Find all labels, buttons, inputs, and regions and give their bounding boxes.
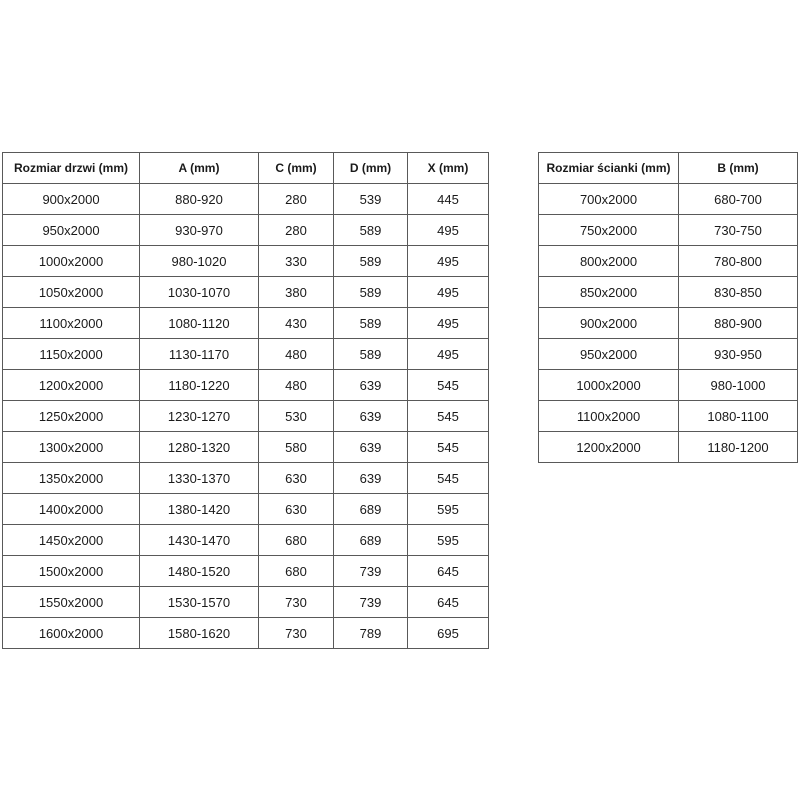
wall-table-header <box>539 153 798 184</box>
door-col-header-x: X (mm) <box>408 153 489 184</box>
door-d-value-cell: 739 <box>334 556 408 587</box>
table-row <box>3 618 489 649</box>
door-size-cell: 1250x2000 <box>3 401 140 432</box>
wall-b-value-cell: 830-850 <box>679 277 798 308</box>
wall-size-cell: 900x2000 <box>539 308 679 339</box>
door-size-cell: 900x2000 <box>3 184 140 215</box>
door-size-cell: 1300x2000 <box>3 432 140 463</box>
door-x-value-cell: 695 <box>408 618 489 649</box>
table-row <box>539 246 798 277</box>
table-row <box>539 370 798 401</box>
door-size-cell: 1600x2000 <box>3 618 140 649</box>
door-size-cell: 950x2000 <box>3 215 140 246</box>
wall-size-cell: 1000x2000 <box>539 370 679 401</box>
door-d-value-cell: 689 <box>334 525 408 556</box>
wall-b-value-cell: 730-750 <box>679 215 798 246</box>
table-row <box>539 184 798 215</box>
table-row <box>3 308 489 339</box>
door-a-value-cell: 1430-1470 <box>140 525 259 556</box>
table-row <box>539 432 798 463</box>
header-row <box>539 153 798 184</box>
door-d-value-cell: 589 <box>334 215 408 246</box>
table-row <box>3 401 489 432</box>
door-d-value-cell: 789 <box>334 618 408 649</box>
door-d-value-cell: 639 <box>334 463 408 494</box>
wall-size-cell: 750x2000 <box>539 215 679 246</box>
door-dimensions-table <box>2 152 489 649</box>
door-x-value-cell: 595 <box>408 525 489 556</box>
door-d-value-cell: 589 <box>334 277 408 308</box>
door-c-value-cell: 280 <box>259 184 334 215</box>
door-d-value-cell: 589 <box>334 308 408 339</box>
door-x-value-cell: 495 <box>408 215 489 246</box>
header-row <box>3 153 489 184</box>
door-c-value-cell: 480 <box>259 339 334 370</box>
door-d-value-cell: 639 <box>334 432 408 463</box>
door-c-value-cell: 680 <box>259 556 334 587</box>
door-size-cell: 1350x2000 <box>3 463 140 494</box>
door-size-cell: 1050x2000 <box>3 277 140 308</box>
door-x-value-cell: 545 <box>408 401 489 432</box>
wall-size-cell: 700x2000 <box>539 184 679 215</box>
door-c-value-cell: 280 <box>259 215 334 246</box>
door-c-value-cell: 430 <box>259 308 334 339</box>
door-a-value-cell: 1280-1320 <box>140 432 259 463</box>
door-x-value-cell: 545 <box>408 463 489 494</box>
door-a-value-cell: 1480-1520 <box>140 556 259 587</box>
door-c-value-cell: 480 <box>259 370 334 401</box>
door-size-cell: 1200x2000 <box>3 370 140 401</box>
door-a-value-cell: 980-1020 <box>140 246 259 277</box>
door-x-value-cell: 545 <box>408 432 489 463</box>
door-c-value-cell: 730 <box>259 618 334 649</box>
table-row <box>3 494 489 525</box>
door-x-value-cell: 495 <box>408 246 489 277</box>
door-c-value-cell: 630 <box>259 463 334 494</box>
wall-b-value-cell: 930-950 <box>679 339 798 370</box>
door-c-value-cell: 680 <box>259 525 334 556</box>
wall-size-cell: 1100x2000 <box>539 401 679 432</box>
wall-dimensions-table <box>538 152 798 463</box>
table-row <box>3 525 489 556</box>
wall-size-cell: 1200x2000 <box>539 432 679 463</box>
door-table-body <box>3 184 489 649</box>
door-d-value-cell: 689 <box>334 494 408 525</box>
wall-table-body <box>539 184 798 463</box>
table-row <box>539 308 798 339</box>
table-row <box>3 215 489 246</box>
table-row <box>539 339 798 370</box>
door-x-value-cell: 645 <box>408 587 489 618</box>
table-row <box>3 246 489 277</box>
wall-col-header-b: B (mm) <box>679 153 798 184</box>
door-a-value-cell: 880-920 <box>140 184 259 215</box>
door-d-value-cell: 589 <box>334 339 408 370</box>
door-a-value-cell: 1380-1420 <box>140 494 259 525</box>
wall-b-value-cell: 680-700 <box>679 184 798 215</box>
door-c-value-cell: 730 <box>259 587 334 618</box>
table-row <box>3 277 489 308</box>
door-x-value-cell: 645 <box>408 556 489 587</box>
table-row <box>3 184 489 215</box>
door-c-value-cell: 630 <box>259 494 334 525</box>
door-a-value-cell: 1530-1570 <box>140 587 259 618</box>
door-x-value-cell: 495 <box>408 339 489 370</box>
door-table-header <box>3 153 489 184</box>
door-x-value-cell: 495 <box>408 277 489 308</box>
table-row <box>3 556 489 587</box>
wall-b-value-cell: 1080-1100 <box>679 401 798 432</box>
door-col-header-c: C (mm) <box>259 153 334 184</box>
door-size-cell: 1100x2000 <box>3 308 140 339</box>
door-size-cell: 1550x2000 <box>3 587 140 618</box>
door-size-cell: 1400x2000 <box>3 494 140 525</box>
door-size-cell: 1500x2000 <box>3 556 140 587</box>
wall-size-cell: 950x2000 <box>539 339 679 370</box>
table-row <box>539 277 798 308</box>
door-a-value-cell: 1030-1070 <box>140 277 259 308</box>
door-c-value-cell: 380 <box>259 277 334 308</box>
door-c-value-cell: 530 <box>259 401 334 432</box>
door-a-value-cell: 1130-1170 <box>140 339 259 370</box>
door-x-value-cell: 495 <box>408 308 489 339</box>
door-a-value-cell: 1580-1620 <box>140 618 259 649</box>
door-c-value-cell: 580 <box>259 432 334 463</box>
door-a-value-cell: 1080-1120 <box>140 308 259 339</box>
door-size-cell: 1450x2000 <box>3 525 140 556</box>
door-d-value-cell: 589 <box>334 246 408 277</box>
door-d-value-cell: 639 <box>334 401 408 432</box>
wall-b-value-cell: 780-800 <box>679 246 798 277</box>
table-row <box>539 215 798 246</box>
wall-col-header-size: Rozmiar ścianki (mm) <box>539 153 679 184</box>
table-row <box>539 401 798 432</box>
door-a-value-cell: 1180-1220 <box>140 370 259 401</box>
door-x-value-cell: 595 <box>408 494 489 525</box>
table-row <box>3 463 489 494</box>
table-row <box>3 370 489 401</box>
table-row <box>3 587 489 618</box>
door-col-header-a: A (mm) <box>140 153 259 184</box>
door-size-cell: 1000x2000 <box>3 246 140 277</box>
door-a-value-cell: 1330-1370 <box>140 463 259 494</box>
table-row <box>3 432 489 463</box>
door-d-value-cell: 539 <box>334 184 408 215</box>
wall-b-value-cell: 1180-1200 <box>679 432 798 463</box>
door-c-value-cell: 330 <box>259 246 334 277</box>
door-x-value-cell: 545 <box>408 370 489 401</box>
wall-size-cell: 800x2000 <box>539 246 679 277</box>
wall-b-value-cell: 880-900 <box>679 308 798 339</box>
door-a-value-cell: 930-970 <box>140 215 259 246</box>
door-a-value-cell: 1230-1270 <box>140 401 259 432</box>
door-col-header-size: Rozmiar drzwi (mm) <box>3 153 140 184</box>
wall-b-value-cell: 980-1000 <box>679 370 798 401</box>
door-col-header-d: D (mm) <box>334 153 408 184</box>
door-d-value-cell: 639 <box>334 370 408 401</box>
door-d-value-cell: 739 <box>334 587 408 618</box>
door-size-cell: 1150x2000 <box>3 339 140 370</box>
door-x-value-cell: 445 <box>408 184 489 215</box>
wall-size-cell: 850x2000 <box>539 277 679 308</box>
table-row <box>3 339 489 370</box>
